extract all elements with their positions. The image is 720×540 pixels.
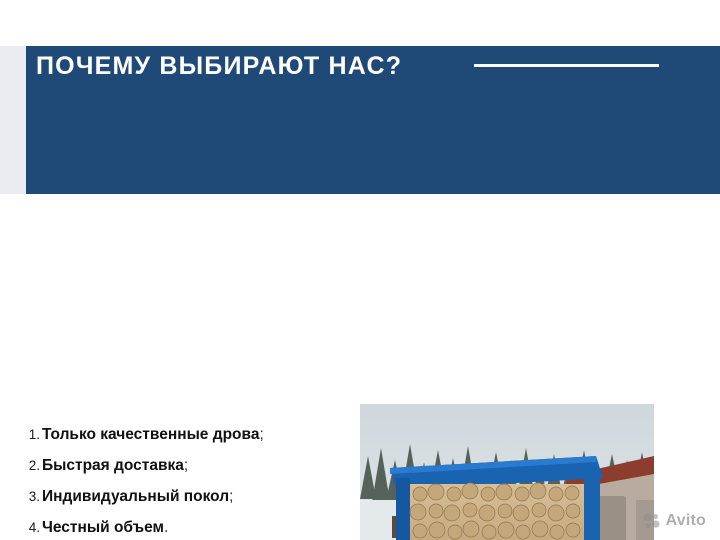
list-item-number: 4. (28, 520, 40, 535)
photo-illustration (360, 404, 654, 540)
header-divider-line (474, 64, 659, 67)
list-item (20, 426, 350, 444)
avito-watermark (642, 511, 706, 530)
list-item (20, 519, 350, 537)
top-white-strip (0, 0, 720, 46)
list-item-punctuation: . (163, 519, 169, 536)
list-item-label: Только качественные дрова (42, 426, 260, 443)
list-item-label: Индивидуальный покол (42, 488, 230, 505)
body-area (0, 194, 720, 540)
benefits-list (20, 426, 350, 540)
list-item (20, 457, 350, 475)
list-item-punctuation: ; (259, 426, 264, 443)
firewood-trailer-photo (360, 404, 654, 540)
page-title: ПОЧЕМУ ВЫБИРАЮТ НАС? (36, 52, 403, 80)
avito-logo-icon (642, 511, 661, 530)
list-item-number: 2. (28, 458, 40, 473)
list-item-label: Честный объем (42, 519, 164, 536)
list-item-number: 3. (28, 489, 40, 504)
list-item-label: Быстрая доставка (42, 457, 184, 474)
avito-watermark-label: Avito (665, 511, 706, 529)
list-item-number: 1. (28, 427, 40, 442)
list-item (20, 488, 350, 506)
list-item-punctuation: ; (229, 488, 234, 505)
left-accent-band (0, 46, 26, 194)
list-item-punctuation: ; (183, 457, 189, 474)
